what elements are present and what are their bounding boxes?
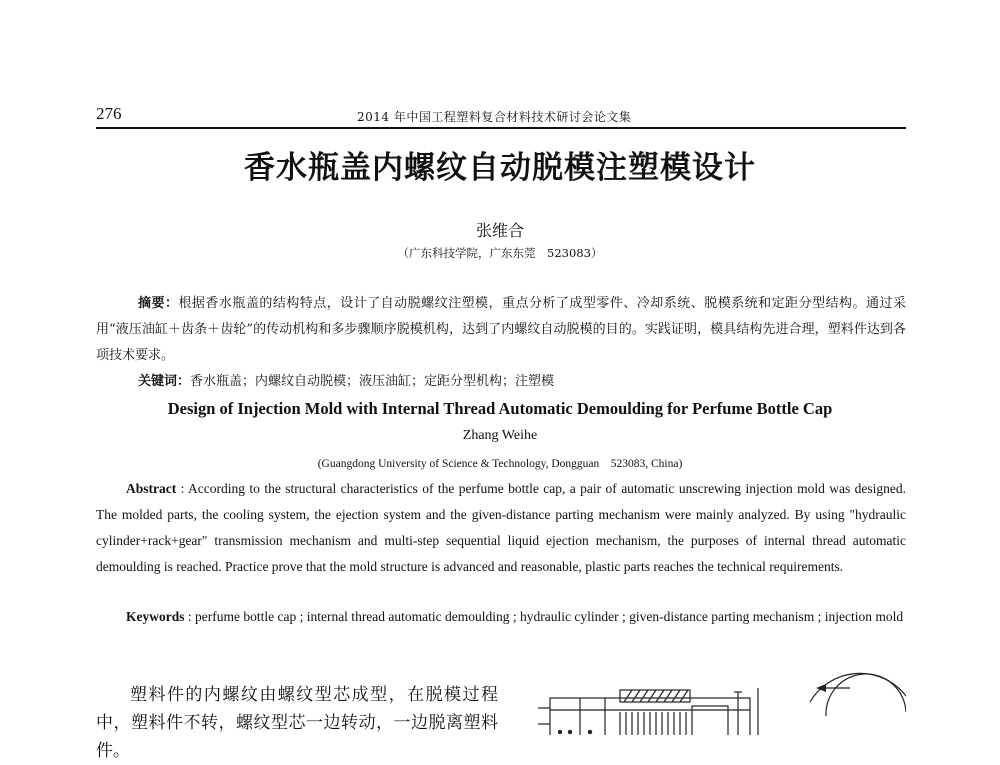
body-paragraph: 塑料件的内螺纹由螺纹型芯成型，在脱模过程中，塑料件不转，螺纹型芯一边转动，一边脱离塑料件。 [96,685,498,761]
abstract-text-cn: 根据香水瓶盖的结构特点，设计了自动脱螺纹注塑模，重点分析了成型零件、冷却系统、脱模系统和定距分型结构。通过采用“液压油缸＋齿条＋齿轮”的传动机构和多步骤顺序脱模机构，达到了内螺纹自动脱模的目的。实践证明，模具结构先进合理，塑料件达到各项技术要求。 [96,296,906,363]
keywords-en [96,604,906,630]
keywords-label-cn: 关键词： [138,374,191,389]
abstract-text-en: : According to the structural characteristics of the perfume bottle cap, a pair of automatic unscrewing injection mold was designed. The molded parts, the cooling system, the ejection system and the given-distance parting mechanism were mainly analyzed. By using "hydraulic cylinder+rack+gear" transmission mechanism and multi-step sequential liquid ejection mechanism, the purposes of internal thread automatic demoulding is reached. Practice prove that the mold structure is advanced and reasonable, plastic parts reaches the technical requirements. [96,481,906,574]
keywords-label-en: Keywords [126,609,185,624]
affiliation-en: (Guangdong University of Science & Technology, Dongguan 523083, China) [317,458,683,470]
author-cn: 张维合 [475,221,524,240]
abstract-label-en: Abstract [126,481,177,496]
affiliation-cn: （广东科技学院，广东东莞 523083） [397,246,603,260]
keywords-cn [138,369,908,395]
paper-title-en: Design of Injection Mold with Internal Thread Automatic Demoulding for Perfume Bottle Cap [167,399,833,418]
running-header: 2014 年中国工程塑料复合材料技术研讨会论文集 [357,110,632,124]
abstract-cn [96,291,906,369]
keywords-text-cn: 香水瓶盖；内螺纹自动脱模；液压油缸；定距分型机构；注塑模 [190,374,555,389]
author-en: Zhang Weihe [462,428,538,443]
keywords-text-en: : perfume bottle cap ; internal thread automatic demoulding ; hydraulic cylinder ; given-distance parting mechanism ; injection mold [184,609,904,624]
abstract-label-cn: 摘要： [138,296,179,311]
abstract-en [96,476,906,580]
page-number: 276 [96,104,122,123]
gear-circle-inner [826,674,906,716]
header-rule [96,127,906,129]
paper-title-cn: 香水瓶盖内螺纹自动脱模注塑模设计 [244,150,756,186]
mold-drawing-figure [520,668,906,735]
